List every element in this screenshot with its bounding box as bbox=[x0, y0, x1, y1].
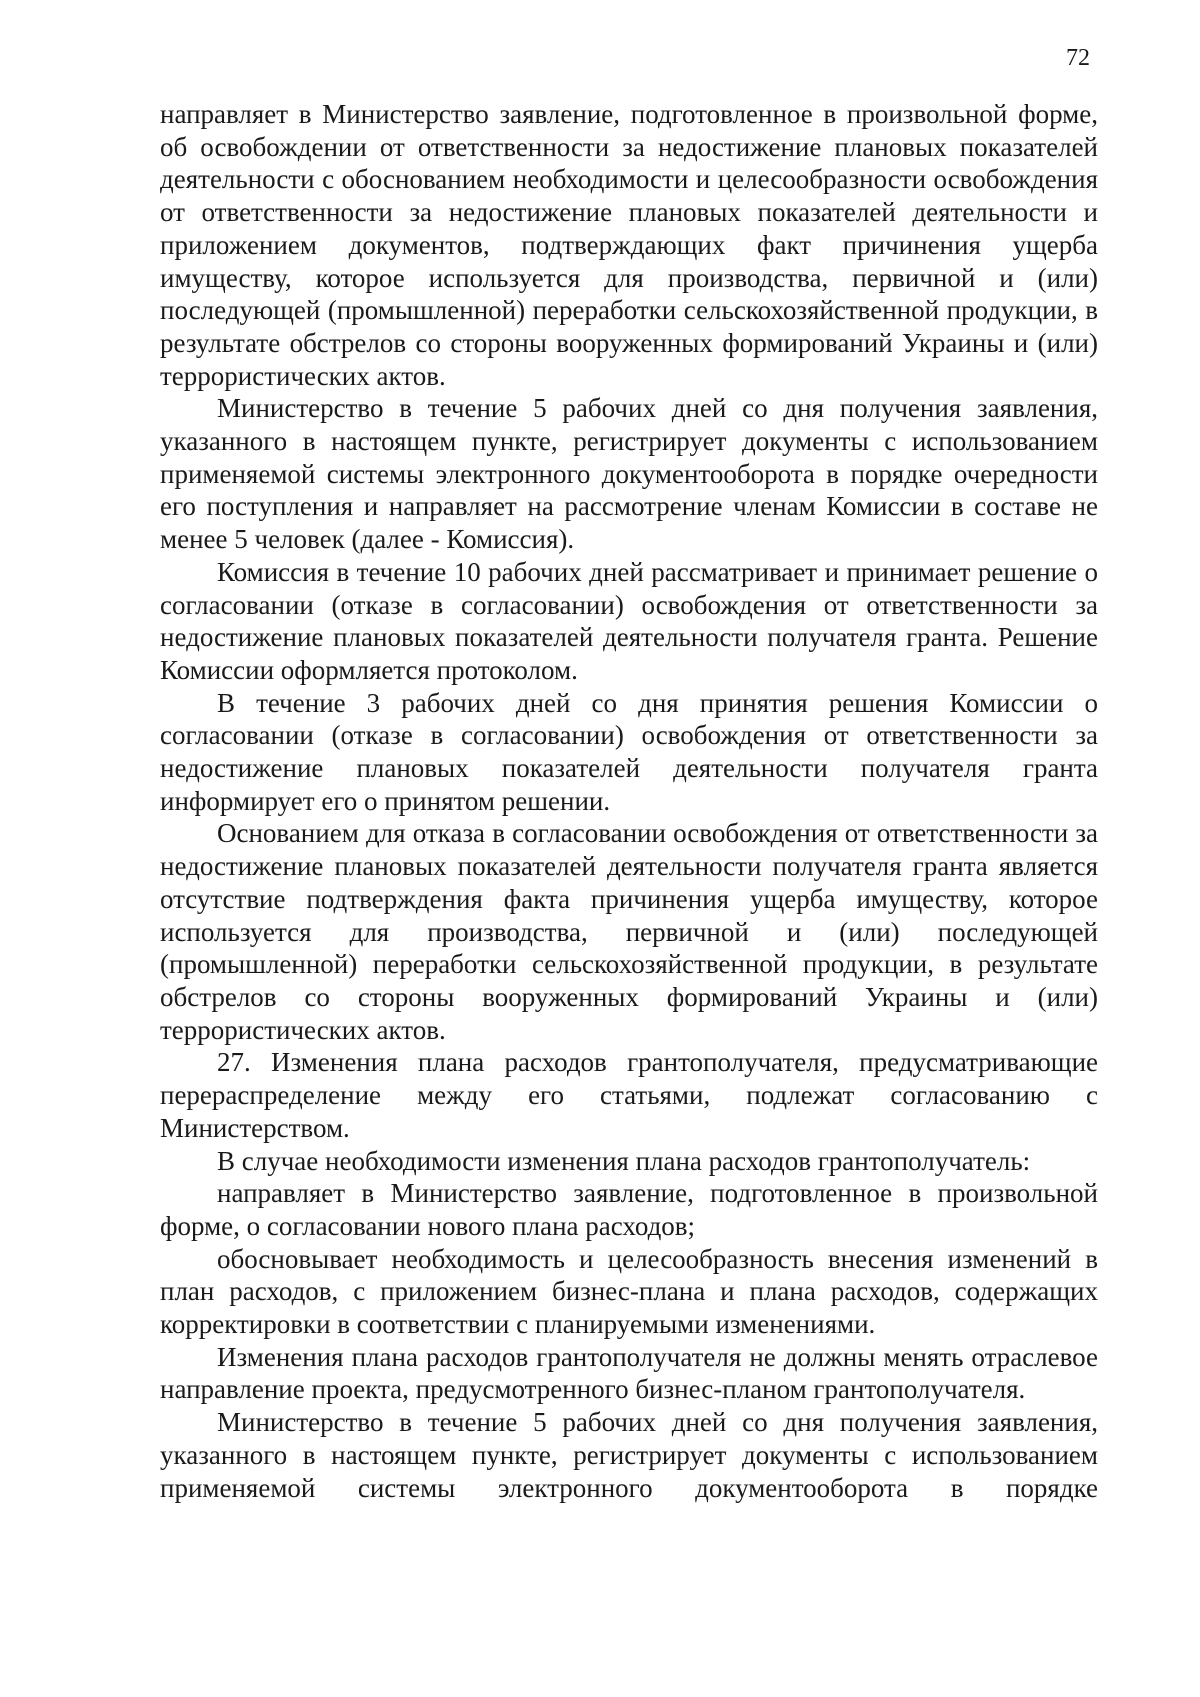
paragraph: В случае необходимости изменения плана расходов грантополучатель: bbox=[217, 1145, 1031, 1176]
paragraph: обосновывает необходимость и целесообразность внесения изменений в план расходов, с приложением бизнес-плана и плана расходов, содержащих корректировки в соответствии с планируемыми изменениями. bbox=[160, 1243, 1098, 1340]
paragraph-item-27: 27. Изменения плана расходов грантополучателя, предусматривающие перераспределение между его статьями, подлежат согласованию с Министерством. bbox=[160, 1047, 1098, 1143]
document-body bbox=[160, 98, 1098, 1504]
paragraph: Министерство в течение 5 рабочих дней со дня получения заявления, указанного в настоящем пункте, регистрирует документы с использованием применяемой системы электронного документооборота в порядке очередности его поступления и направляет на рассмотрение членам Комиссии в составе не менее 5 человек (далее - Комиссия). bbox=[160, 393, 1098, 555]
paragraph: Изменения плана расходов грантополучателя не должны менять отраслевое направление проекта, предусмотренного бизнес-планом грантополучателя. bbox=[160, 1341, 1098, 1405]
paragraph: В течение 3 рабочих дней со дня принятия решения Комиссии о согласовании (отказе в согласовании) освобождения от ответственности за недостижение плановых показателей деятельности получателя гранта информирует его о принятом решении. bbox=[160, 687, 1098, 816]
paragraph: Основанием для отказа в согласовании освобождения от ответственности за недостижение плановых показателей деятельности получателя гранта является отсутствие подтверждения факта причинения ущерба имуществу, которое используется для производства, первичной и (или) последующей (промышленной) переработки сельскохозяйственной продукции, в результате обстрелов со стороны вооруженных формирований Украины и (или) террористических актов. bbox=[160, 818, 1098, 1045]
paragraph-continued: Министерство в течение 5 рабочих дней со дня получения заявления, указанного в настоящем пункте, регистрирует документы с использованием применяемой системы электронного документооборота в порядке bbox=[160, 1407, 1098, 1503]
paragraph: направляет в Министерство заявление, подготовленное в произвольной форме, об освобождении от ответственности за недостижение плановых показателей деятельности с обоснованием необходимости и целесообразности освобождения от ответственности за недостижение плановых показателей деятельности и приложением документов, подтверждающих факт причинения ущерба имуществу, которое используется для производства, первичной и (или) последующей (промышленной) переработки сельскохозяйственной продукции, в результате обстрелов со стороны вооруженных формирований Украины и (или) террористических актов. bbox=[160, 99, 1098, 391]
paragraph: Комиссия в течение 10 рабочих дней рассматривает и принимает решение о согласовании (отказе в согласовании) освобождения от ответственности за недостижение плановых показателей деятельности получателя гранта. Решение Комиссии оформляется протоколом. bbox=[160, 556, 1098, 685]
paragraph: направляет в Министерство заявление, подготовленное в произвольной форме, о согласовании нового плана расходов; bbox=[160, 1178, 1098, 1241]
page-number: 72 bbox=[1066, 45, 1090, 71]
